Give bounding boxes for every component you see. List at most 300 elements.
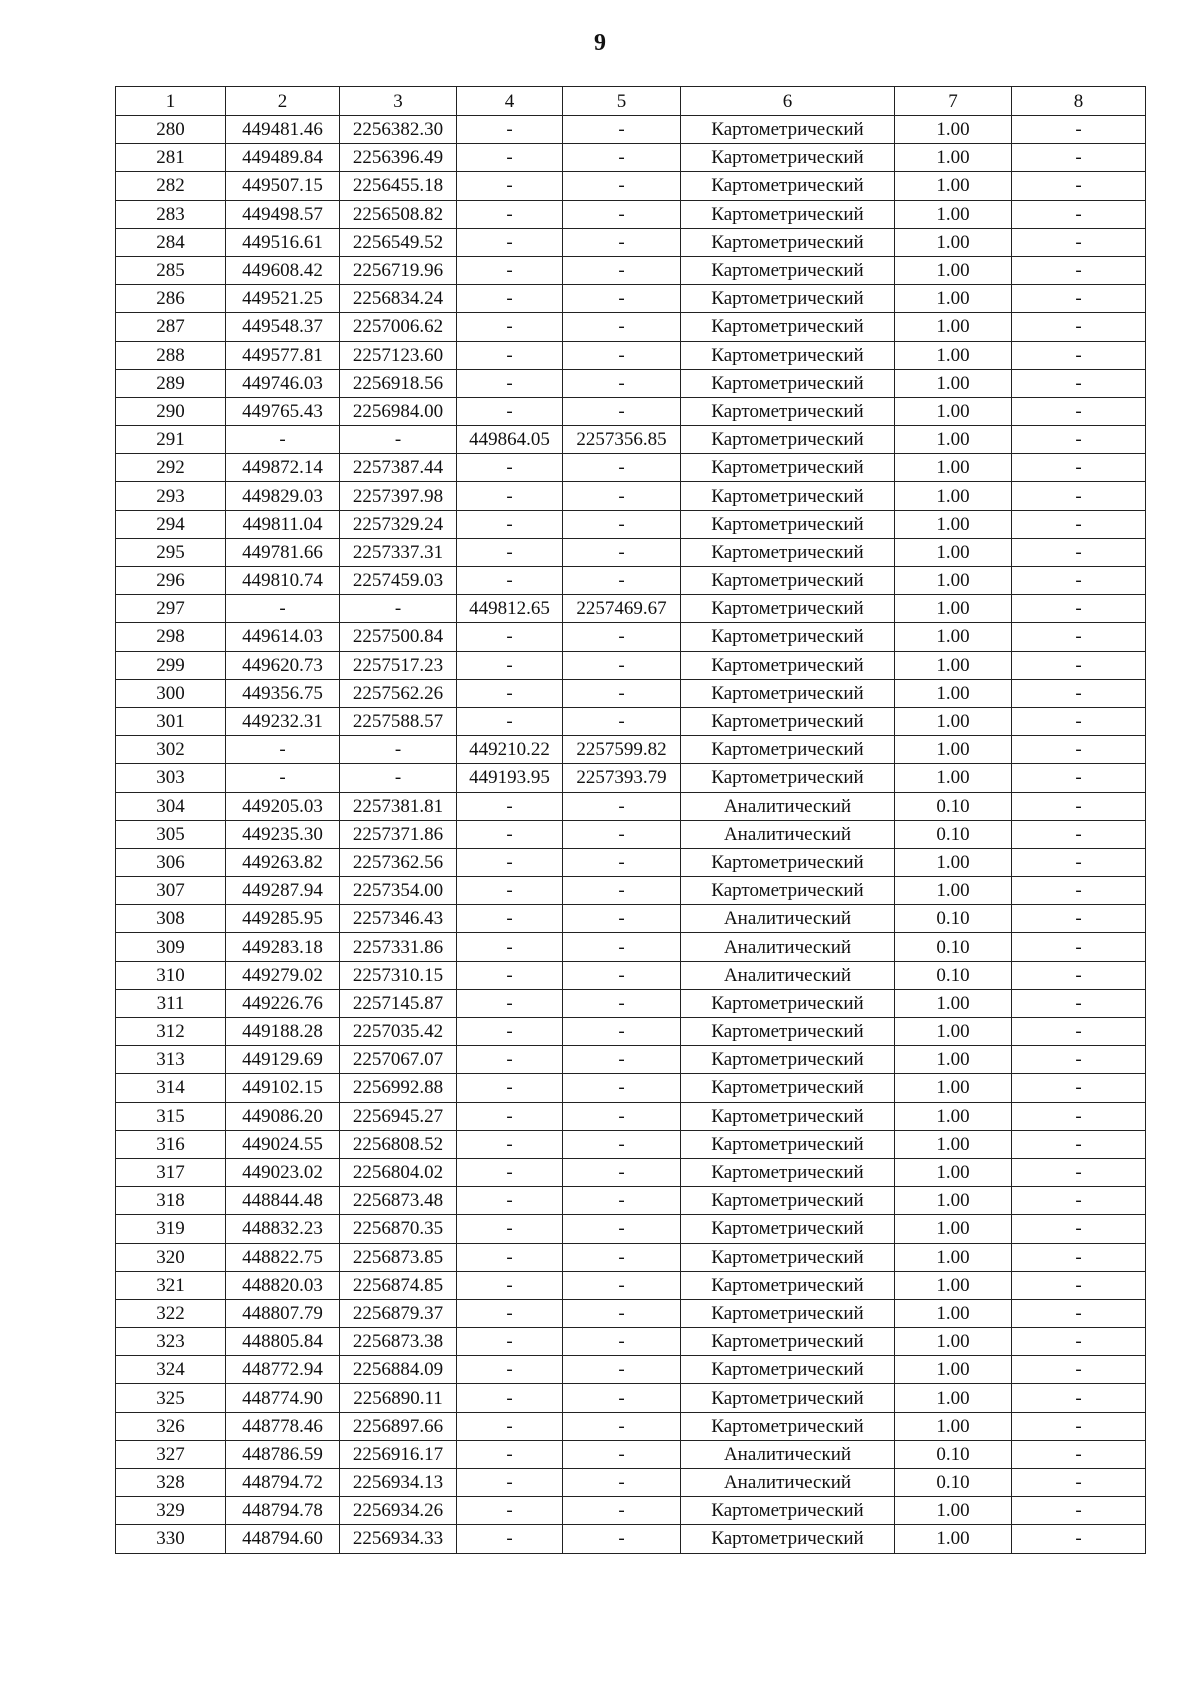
note-cell: - [1012,1356,1146,1384]
point-number-cell: 280 [116,116,226,144]
table-row [116,1018,1146,1046]
x-coordinate-cell: 449548.37 [226,313,340,341]
y-coordinate-cell: - [340,595,457,623]
x-coordinate-cell: 449279.02 [226,961,340,989]
method-cell: Картометрический [681,736,895,764]
point-number-cell: 322 [116,1299,226,1327]
note-cell: - [1012,820,1146,848]
x-coordinate-alt-cell: - [457,1412,563,1440]
table-row [116,1271,1146,1299]
y-coordinate-alt-cell: - [563,256,681,284]
point-number-cell: 289 [116,369,226,397]
table-row [116,1384,1146,1412]
y-coordinate-alt-cell: - [563,454,681,482]
table-row [116,256,1146,284]
accuracy-cell: 0.10 [895,905,1012,933]
y-coordinate-cell: 2256879.37 [340,1299,457,1327]
method-cell: Картометрический [681,397,895,425]
method-cell: Аналитический [681,1440,895,1468]
method-cell: Картометрический [681,1102,895,1130]
note-cell: - [1012,623,1146,651]
method-cell: Картометрический [681,200,895,228]
table-row [116,538,1146,566]
table-row [116,1525,1146,1553]
x-coordinate-alt-cell: - [457,482,563,510]
note-cell: - [1012,454,1146,482]
x-coordinate-cell: 449285.95 [226,905,340,933]
y-coordinate-alt-cell: - [563,1074,681,1102]
column-header: 7 [895,87,1012,116]
y-coordinate-alt-cell: - [563,1243,681,1271]
method-cell: Картометрический [681,651,895,679]
accuracy-cell: 0.10 [895,820,1012,848]
y-coordinate-cell: 2256992.88 [340,1074,457,1102]
y-coordinate-cell: - [340,736,457,764]
x-coordinate-cell: 449507.15 [226,172,340,200]
accuracy-cell: 1.00 [895,1356,1012,1384]
accuracy-cell: 1.00 [895,848,1012,876]
y-coordinate-cell: 2257329.24 [340,510,457,538]
note-cell: - [1012,792,1146,820]
table-row [116,1158,1146,1186]
point-number-cell: 325 [116,1384,226,1412]
point-number-cell: 301 [116,707,226,735]
y-coordinate-cell: 2257310.15 [340,961,457,989]
x-coordinate-cell: 449356.75 [226,679,340,707]
y-coordinate-alt-cell: - [563,200,681,228]
table-row [116,1469,1146,1497]
note-cell: - [1012,1469,1146,1497]
method-cell: Картометрический [681,877,895,905]
y-coordinate-cell: 2257035.42 [340,1018,457,1046]
method-cell: Аналитический [681,792,895,820]
y-coordinate-alt-cell: - [563,1525,681,1553]
method-cell: Картометрический [681,1158,895,1186]
table-row [116,200,1146,228]
accuracy-cell: 0.10 [895,1469,1012,1497]
method-cell: Аналитический [681,820,895,848]
y-coordinate-alt-cell: - [563,933,681,961]
accuracy-cell: 1.00 [895,989,1012,1017]
table-row [116,1412,1146,1440]
note-cell: - [1012,1497,1146,1525]
x-coordinate-alt-cell: - [457,792,563,820]
x-coordinate-alt-cell: - [457,1271,563,1299]
x-coordinate-cell: 449614.03 [226,623,340,651]
x-coordinate-cell: 448807.79 [226,1299,340,1327]
accuracy-cell: 1.00 [895,1497,1012,1525]
note-cell: - [1012,736,1146,764]
note-cell: - [1012,1102,1146,1130]
note-cell: - [1012,172,1146,200]
note-cell: - [1012,313,1146,341]
x-coordinate-cell: 449498.57 [226,200,340,228]
point-number-cell: 290 [116,397,226,425]
x-coordinate-alt-cell: - [457,1497,563,1525]
point-number-cell: 317 [116,1158,226,1186]
note-cell: - [1012,877,1146,905]
y-coordinate-alt-cell: - [563,679,681,707]
point-number-cell: 284 [116,228,226,256]
x-coordinate-cell: 448794.60 [226,1525,340,1553]
note-cell: - [1012,764,1146,792]
method-cell: Картометрический [681,679,895,707]
y-coordinate-alt-cell: - [563,1384,681,1412]
point-number-cell: 303 [116,764,226,792]
y-coordinate-cell: - [340,426,457,454]
point-number-cell: 321 [116,1271,226,1299]
y-coordinate-cell: 2256897.66 [340,1412,457,1440]
accuracy-cell: 0.10 [895,961,1012,989]
x-coordinate-alt-cell: - [457,848,563,876]
y-coordinate-cell: 2257387.44 [340,454,457,482]
y-coordinate-alt-cell: 2257599.82 [563,736,681,764]
table-row [116,1299,1146,1327]
y-coordinate-alt-cell: - [563,397,681,425]
note-cell: - [1012,1215,1146,1243]
x-coordinate-cell: 449024.55 [226,1130,340,1158]
table-row [116,369,1146,397]
accuracy-cell: 1.00 [895,1130,1012,1158]
y-coordinate-alt-cell: - [563,1130,681,1158]
x-coordinate-alt-cell: 449812.65 [457,595,563,623]
y-coordinate-alt-cell: - [563,567,681,595]
y-coordinate-cell: 2256934.13 [340,1469,457,1497]
accuracy-cell: 1.00 [895,1243,1012,1271]
method-cell: Картометрический [681,1497,895,1525]
y-coordinate-cell: 2256874.85 [340,1271,457,1299]
x-coordinate-alt-cell: - [457,510,563,538]
method-cell: Картометрический [681,595,895,623]
y-coordinate-alt-cell: - [563,989,681,1017]
method-cell: Картометрический [681,116,895,144]
y-coordinate-alt-cell: - [563,1328,681,1356]
point-number-cell: 300 [116,679,226,707]
note-cell: - [1012,228,1146,256]
method-cell: Картометрический [681,228,895,256]
y-coordinate-cell: 2257381.81 [340,792,457,820]
y-coordinate-alt-cell: - [563,1497,681,1525]
method-cell: Аналитический [681,933,895,961]
method-cell: Картометрический [681,623,895,651]
accuracy-cell: 1.00 [895,1046,1012,1074]
column-header: 3 [340,87,457,116]
note-cell: - [1012,989,1146,1017]
accuracy-cell: 1.00 [895,200,1012,228]
x-coordinate-alt-cell: - [457,538,563,566]
note-cell: - [1012,369,1146,397]
y-coordinate-cell: 2256934.33 [340,1525,457,1553]
method-cell: Картометрический [681,1299,895,1327]
x-coordinate-alt-cell: - [457,1328,563,1356]
x-coordinate-cell: 449872.14 [226,454,340,482]
column-header: 6 [681,87,895,116]
y-coordinate-alt-cell: - [563,538,681,566]
y-coordinate-alt-cell: - [563,905,681,933]
method-cell: Картометрический [681,256,895,284]
y-coordinate-cell: 2256834.24 [340,285,457,313]
table-row [116,1187,1146,1215]
x-coordinate-alt-cell: - [457,707,563,735]
x-coordinate-cell: 449287.94 [226,877,340,905]
method-cell: Картометрический [681,1243,895,1271]
x-coordinate-cell: 449283.18 [226,933,340,961]
x-coordinate-cell: 449829.03 [226,482,340,510]
x-coordinate-alt-cell: 449210.22 [457,736,563,764]
x-coordinate-alt-cell: - [457,820,563,848]
method-cell: Картометрический [681,172,895,200]
table-row [116,933,1146,961]
accuracy-cell: 1.00 [895,1018,1012,1046]
table-row [116,1328,1146,1356]
y-coordinate-alt-cell: - [563,1102,681,1130]
table-row [116,764,1146,792]
table-body [116,116,1146,1554]
accuracy-cell: 1.00 [895,651,1012,679]
table-row [116,1356,1146,1384]
note-cell: - [1012,256,1146,284]
method-cell: Картометрический [681,707,895,735]
note-cell: - [1012,595,1146,623]
y-coordinate-cell: 2257354.00 [340,877,457,905]
x-coordinate-cell: 449205.03 [226,792,340,820]
x-coordinate-alt-cell: - [457,144,563,172]
point-number-cell: 299 [116,651,226,679]
point-number-cell: 288 [116,341,226,369]
note-cell: - [1012,1046,1146,1074]
x-coordinate-cell: - [226,764,340,792]
x-coordinate-cell: 449765.43 [226,397,340,425]
y-coordinate-cell: 2257397.98 [340,482,457,510]
x-coordinate-alt-cell: - [457,285,563,313]
table-row [116,116,1146,144]
accuracy-cell: 1.00 [895,172,1012,200]
y-coordinate-cell: 2257123.60 [340,341,457,369]
x-coordinate-alt-cell: - [457,933,563,961]
point-number-cell: 328 [116,1469,226,1497]
accuracy-cell: 1.00 [895,764,1012,792]
x-coordinate-alt-cell: - [457,961,563,989]
note-cell: - [1012,961,1146,989]
accuracy-cell: 1.00 [895,623,1012,651]
y-coordinate-cell: 2257067.07 [340,1046,457,1074]
y-coordinate-cell: 2257517.23 [340,651,457,679]
accuracy-cell: 1.00 [895,1328,1012,1356]
y-coordinate-alt-cell: - [563,1158,681,1186]
method-cell: Картометрический [681,341,895,369]
accuracy-cell: 1.00 [895,1271,1012,1299]
accuracy-cell: 1.00 [895,1158,1012,1186]
y-coordinate-alt-cell: - [563,510,681,538]
x-coordinate-cell: 449521.25 [226,285,340,313]
x-coordinate-alt-cell: - [457,1384,563,1412]
y-coordinate-alt-cell: - [563,623,681,651]
accuracy-cell: 1.00 [895,228,1012,256]
note-cell: - [1012,482,1146,510]
note-cell: - [1012,1525,1146,1553]
note-cell: - [1012,1440,1146,1468]
note-cell: - [1012,426,1146,454]
point-number-cell: 292 [116,454,226,482]
method-cell: Картометрический [681,1271,895,1299]
point-number-cell: 326 [116,1412,226,1440]
y-coordinate-alt-cell: - [563,1187,681,1215]
x-coordinate-alt-cell: - [457,651,563,679]
x-coordinate-cell: 449102.15 [226,1074,340,1102]
accuracy-cell: 1.00 [895,595,1012,623]
x-coordinate-alt-cell: - [457,313,563,341]
point-number-cell: 318 [116,1187,226,1215]
accuracy-cell: 1.00 [895,736,1012,764]
point-number-cell: 295 [116,538,226,566]
x-coordinate-cell: 448778.46 [226,1412,340,1440]
accuracy-cell: 1.00 [895,313,1012,341]
accuracy-cell: 1.00 [895,482,1012,510]
note-cell: - [1012,200,1146,228]
note-cell: - [1012,1384,1146,1412]
y-coordinate-alt-cell: - [563,848,681,876]
table-row [116,482,1146,510]
point-number-cell: 309 [116,933,226,961]
note-cell: - [1012,144,1146,172]
x-coordinate-alt-cell: 449193.95 [457,764,563,792]
accuracy-cell: 1.00 [895,369,1012,397]
y-coordinate-cell: 2256382.30 [340,116,457,144]
point-number-cell: 305 [116,820,226,848]
x-coordinate-cell: 448844.48 [226,1187,340,1215]
note-cell: - [1012,397,1146,425]
y-coordinate-cell: 2256870.35 [340,1215,457,1243]
x-coordinate-alt-cell: - [457,1525,563,1553]
x-coordinate-cell: - [226,426,340,454]
table-row [116,623,1146,651]
point-number-cell: 327 [116,1440,226,1468]
method-cell: Картометрический [681,1018,895,1046]
y-coordinate-alt-cell: - [563,877,681,905]
table-row [116,848,1146,876]
point-number-cell: 286 [116,285,226,313]
table-row [116,1440,1146,1468]
x-coordinate-alt-cell: - [457,172,563,200]
table-row [116,651,1146,679]
y-coordinate-alt-cell: - [563,144,681,172]
y-coordinate-alt-cell: - [563,651,681,679]
x-coordinate-alt-cell: - [457,905,563,933]
accuracy-cell: 1.00 [895,1299,1012,1327]
column-header: 8 [1012,87,1146,116]
x-coordinate-alt-cell: - [457,1243,563,1271]
method-cell: Картометрический [681,1356,895,1384]
table-row [116,1243,1146,1271]
point-number-cell: 311 [116,989,226,1017]
y-coordinate-cell: 2256890.11 [340,1384,457,1412]
x-coordinate-cell: 449235.30 [226,820,340,848]
point-number-cell: 291 [116,426,226,454]
table-row [116,1215,1146,1243]
column-header: 2 [226,87,340,116]
note-cell: - [1012,1158,1146,1186]
note-cell: - [1012,567,1146,595]
x-coordinate-cell: 449608.42 [226,256,340,284]
note-cell: - [1012,1187,1146,1215]
x-coordinate-cell: 448772.94 [226,1356,340,1384]
method-cell: Картометрический [681,144,895,172]
method-cell: Картометрический [681,538,895,566]
point-number-cell: 285 [116,256,226,284]
y-coordinate-cell: 2257145.87 [340,989,457,1017]
y-coordinate-cell: 2256804.02 [340,1158,457,1186]
method-cell: Картометрический [681,510,895,538]
note-cell: - [1012,510,1146,538]
table-row [116,1074,1146,1102]
x-coordinate-alt-cell: - [457,1299,563,1327]
y-coordinate-cell: 2256396.49 [340,144,457,172]
y-coordinate-cell: 2257337.31 [340,538,457,566]
accuracy-cell: 1.00 [895,679,1012,707]
point-number-cell: 307 [116,877,226,905]
y-coordinate-cell: - [340,764,457,792]
note-cell: - [1012,538,1146,566]
y-coordinate-alt-cell: 2257469.67 [563,595,681,623]
accuracy-cell: 0.10 [895,933,1012,961]
point-number-cell: 313 [116,1046,226,1074]
table-row [116,905,1146,933]
x-coordinate-alt-cell: - [457,1187,563,1215]
point-number-cell: 283 [116,200,226,228]
x-coordinate-alt-cell: 449864.05 [457,426,563,454]
table-row [116,144,1146,172]
x-coordinate-alt-cell: - [457,877,563,905]
table-row [116,1497,1146,1525]
x-coordinate-alt-cell: - [457,1469,563,1497]
table-row [116,1102,1146,1130]
x-coordinate-cell: - [226,736,340,764]
x-coordinate-cell: 449129.69 [226,1046,340,1074]
y-coordinate-alt-cell: - [563,313,681,341]
y-coordinate-cell: 2257371.86 [340,820,457,848]
table-row [116,567,1146,595]
x-coordinate-cell: 449086.20 [226,1102,340,1130]
accuracy-cell: 1.00 [895,426,1012,454]
x-coordinate-cell: 448794.72 [226,1469,340,1497]
accuracy-cell: 1.00 [895,341,1012,369]
y-coordinate-cell: 2257331.86 [340,933,457,961]
table-row [116,426,1146,454]
x-coordinate-cell: - [226,595,340,623]
y-coordinate-alt-cell: - [563,1046,681,1074]
method-cell: Картометрический [681,764,895,792]
x-coordinate-alt-cell: - [457,1356,563,1384]
x-coordinate-alt-cell: - [457,454,563,482]
accuracy-cell: 1.00 [895,1525,1012,1553]
note-cell: - [1012,1412,1146,1440]
table-row [116,792,1146,820]
y-coordinate-alt-cell: 2257393.79 [563,764,681,792]
y-coordinate-cell: 2256808.52 [340,1130,457,1158]
note-cell: - [1012,933,1146,961]
y-coordinate-alt-cell: - [563,116,681,144]
x-coordinate-cell: 448832.23 [226,1215,340,1243]
table-row [116,736,1146,764]
x-coordinate-alt-cell: - [457,567,563,595]
y-coordinate-cell: 2256873.38 [340,1328,457,1356]
accuracy-cell: 1.00 [895,1412,1012,1440]
method-cell: Картометрический [681,426,895,454]
x-coordinate-cell: 449516.61 [226,228,340,256]
y-coordinate-alt-cell: - [563,228,681,256]
x-coordinate-cell: 449810.74 [226,567,340,595]
point-number-cell: 306 [116,848,226,876]
